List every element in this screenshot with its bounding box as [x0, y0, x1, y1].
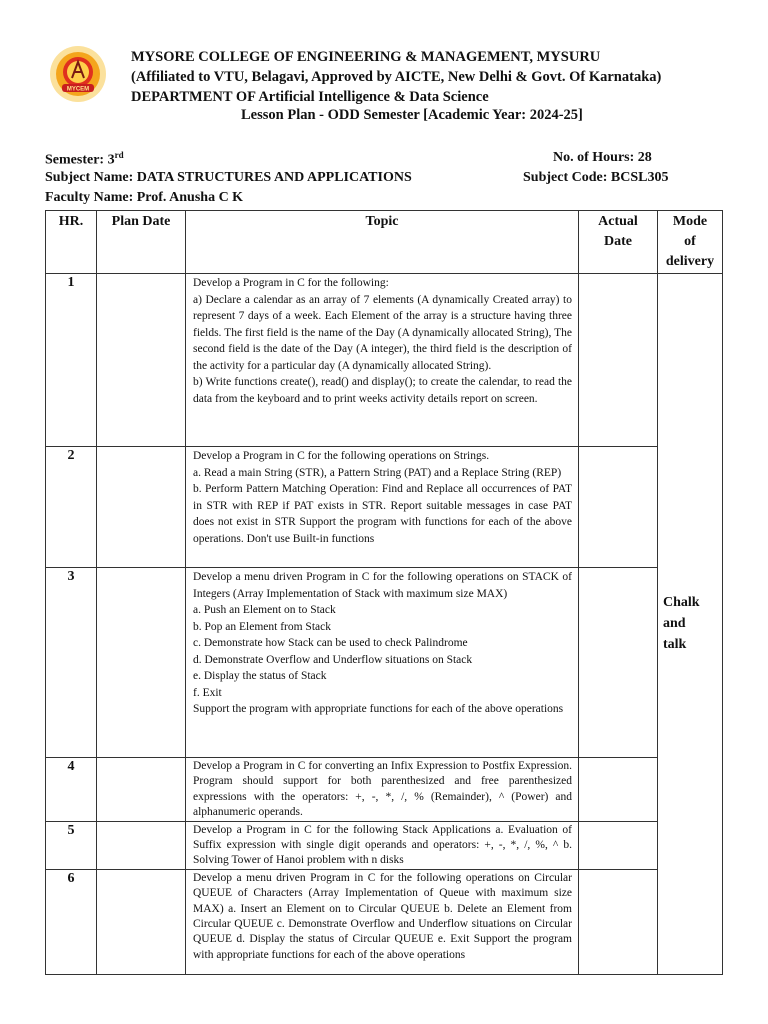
actual-date-cell	[579, 758, 658, 822]
actual-date-cell	[579, 869, 658, 974]
table-row	[46, 821, 723, 869]
topic-line: a. Push an Element on to Stack	[193, 604, 336, 616]
lesson-plan-title: Lesson Plan - ODD Semester [Academic Year: 2024-25]	[241, 107, 583, 123]
header-mode-line2: of	[684, 234, 696, 249]
header-actual-date-line2: Date	[604, 234, 632, 249]
hr-cell: 5	[46, 821, 97, 869]
mode-line: and	[663, 616, 686, 632]
subject-name-field: Subject Name: DATA STRUCTURES AND APPLICATIONS	[45, 170, 412, 185]
header-hr: HR.	[46, 211, 97, 274]
topic-line: Develop a Program in C for the following operations on Strings.	[193, 450, 490, 462]
plan-date-cell	[97, 568, 186, 758]
topic-line: b. Perform Pattern Matching Operation: Find and Replace all occurrences of PAT in STR with REP if PAT exists in STR. Report suitable messages in case PAT does not exist in STR Support the program with functions for each of the above operations. Don't use Built-in functions	[193, 483, 572, 545]
topic-line: b. Pop an Element from Stack	[193, 620, 331, 633]
college-logo	[48, 44, 108, 104]
plan-date-cell	[97, 274, 186, 447]
topic-cell	[186, 447, 579, 568]
semester-field	[45, 150, 124, 169]
topic-line: Develop a Program in C for the following Stack Applications a. Evaluation of Suffix expression with single digit operands and operators: +, -, *, /, %, ^ b. Solving Tower of Hanoi problem with n disks	[193, 823, 572, 867]
table-row	[46, 274, 723, 447]
hr-cell: 6	[46, 869, 97, 974]
table-row	[46, 869, 723, 974]
topic-line: e. Display the status of Stack	[193, 670, 327, 682]
topic-line: Develop a menu driven Program in C for the following operations on STACK of Integers (Array Implementation of Stack with maximum size MAX)	[193, 571, 572, 600]
topic-line: a. Read a main String (STR), a Pattern String (PAT) and a Replace String (REP)	[193, 466, 562, 479]
topic-cell	[186, 821, 579, 869]
table-row	[46, 447, 723, 568]
header-plan-date: Plan Date	[97, 211, 186, 274]
hr-cell: 3	[46, 568, 97, 758]
hours-field: No. of Hours: 28	[553, 150, 652, 165]
hr-cell: 4	[46, 758, 97, 822]
table-header-row	[46, 211, 723, 274]
logo-text: MYCEM	[66, 86, 90, 93]
topic-line: c. Demonstrate how Stack can be used to check Palindrome	[193, 637, 468, 649]
topic-line: b) Write functions create(), read() and display(); to create the calendar, to read the data from the keyboard and to print weeks activity details report on screen.	[193, 376, 572, 405]
topic-line: f. Exit	[193, 686, 222, 699]
subject-code-field: Subject Code: BCSL305	[523, 170, 669, 185]
document-header	[131, 47, 661, 107]
topic-line: Develop a menu driven Program in C for the following operations on Circular QUEUE of Characters (Array Implementation of Queue with maximum size MAX) a. Insert an Element on to Circular QUEUE b. Delete an Element from Circular QUEUE c. Demonstrate Overflow and Underflow situations on Circular QUEUE d. Display the status of Circular QUEUE e. Exit Support the program with appropriate functions for each of the above operations	[193, 871, 572, 961]
faculty-field: Faculty Name: Prof. Anusha C K	[45, 190, 244, 205]
header-mode-of-delivery	[658, 211, 723, 274]
topic-line: Develop a Program in C for the following:	[193, 277, 389, 289]
plan-date-cell	[97, 821, 186, 869]
semester-label: Semester: 3	[45, 152, 115, 168]
header-mode-line3: delivery	[665, 254, 715, 269]
actual-date-cell	[579, 568, 658, 758]
department-name: DEPARTMENT OF Artificial Intelligence & Data Science	[131, 89, 489, 105]
topic-line: d. Demonstrate Overflow and Underflow situations on Stack	[193, 653, 473, 666]
mode-line: talk	[663, 637, 687, 653]
topic-cell	[186, 568, 579, 758]
table-row	[46, 568, 723, 758]
plan-date-cell	[97, 447, 186, 568]
actual-date-cell	[579, 274, 658, 447]
plan-date-cell	[97, 869, 186, 974]
topic-line: Support the program with appropriate functions for each of the above operations	[193, 703, 564, 715]
hr-cell: 1	[46, 274, 97, 447]
college-name: MYSORE COLLEGE OF ENGINEERING & MANAGEMENT, MYSURU	[131, 49, 601, 65]
actual-date-cell	[579, 447, 658, 568]
topic-line: a) Declare a calendar as an array of 7 elements (A dynamically Created array) to represent 7 days of a week. Each Element of the array is a structure having three fields. The first field is the name of the Day (A dynamically allocated String), The second field is the date of the Day (A integer), the third field is the description of the activity for a particular day (A dynamically allocated String).	[193, 293, 572, 372]
mode-of-delivery-cell	[658, 274, 723, 975]
topic-cell	[186, 869, 579, 974]
table-row	[46, 758, 723, 822]
topic-line: Develop a Program in C for converting an Infix Expression to Postfix Expression. Program should support for both parenthesized and free parenthesized expressions with the operators: +, -, *, /, % (Remainder), ^ (Power) and alphanumeric operands.	[193, 760, 572, 819]
lesson-plan-table	[45, 210, 723, 975]
hr-cell: 2	[46, 447, 97, 568]
header-topic: Topic	[186, 211, 579, 274]
affiliation-line: (Affiliated to VTU, Belagavi, Approved by AICTE, New Delhi & Govt. Of Karnataka)	[131, 69, 662, 85]
header-actual-date-line1: Actual	[598, 214, 638, 229]
header-actual-date	[579, 211, 658, 274]
actual-date-cell	[579, 821, 658, 869]
plan-date-cell	[97, 758, 186, 822]
topic-cell	[186, 274, 579, 447]
semester-suffix: rd	[114, 150, 124, 160]
topic-cell	[186, 758, 579, 822]
header-mode-line1: Mode	[672, 214, 708, 229]
mode-line: Chalk	[663, 595, 700, 611]
